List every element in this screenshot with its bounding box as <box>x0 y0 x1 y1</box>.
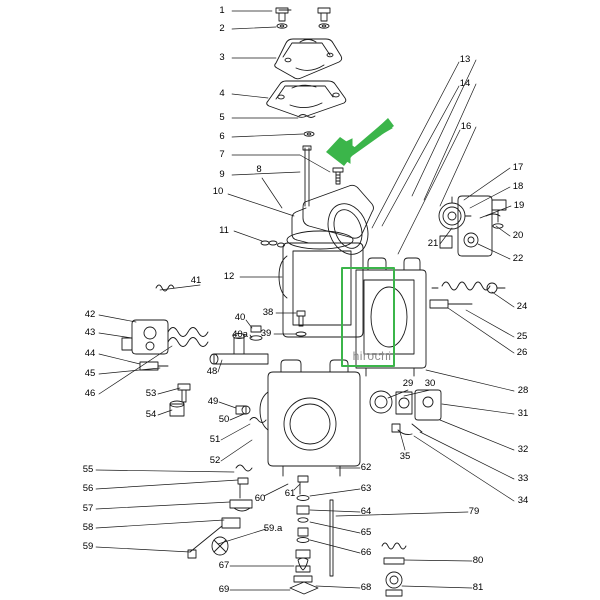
callout-14: 14 <box>459 78 471 89</box>
callout-42: 42 <box>84 309 96 320</box>
leader-lines-upper-right <box>372 62 460 254</box>
parts-38-40-jets <box>250 311 306 340</box>
callout-17: 17 <box>512 162 524 173</box>
callout-41: 41 <box>190 275 202 286</box>
part-2-washers <box>277 24 329 28</box>
callout-79: 79 <box>468 506 480 517</box>
callout-66: 66 <box>360 547 372 558</box>
parts-48-54-throttle-shaft <box>170 334 268 423</box>
leader-lines <box>96 11 514 590</box>
callout-33: 33 <box>517 473 529 484</box>
callout-59: 59 <box>82 541 94 552</box>
callout-26: 26 <box>516 347 528 358</box>
part-9-10-needle <box>303 146 311 206</box>
callout-67: 67 <box>218 560 230 571</box>
part-11-small-rings <box>261 241 285 247</box>
callout-69: 69 <box>218 584 230 595</box>
part-41-spring <box>156 285 174 291</box>
callout-40a: 40a <box>232 329 248 340</box>
part-4-diaphragm-plate <box>267 81 346 117</box>
callout-31: 31 <box>517 408 529 419</box>
callout-43: 43 <box>84 327 96 338</box>
callout-35: 35 <box>399 451 411 462</box>
callout-52: 52 <box>209 455 221 466</box>
callout-54: 54 <box>145 409 157 420</box>
callout-46: 46 <box>84 388 96 399</box>
callout-25: 25 <box>516 331 528 342</box>
highlight-arrow <box>326 118 394 166</box>
callout-45: 45 <box>84 368 96 379</box>
callout-39: 39 <box>260 328 272 339</box>
callout-51: 51 <box>209 434 221 445</box>
callout-13: 13 <box>459 54 471 65</box>
callout-3: 3 <box>219 52 225 63</box>
part-8-vacuum-piston <box>292 185 375 260</box>
callout-53: 53 <box>145 388 157 399</box>
callout-32: 32 <box>517 444 529 455</box>
callout-21: 21 <box>427 238 439 249</box>
callout-20: 20 <box>512 230 524 241</box>
callout-60: 60 <box>254 493 266 504</box>
callout-16: 16 <box>460 121 472 132</box>
watermark-text: hirochi <box>352 349 392 363</box>
callout-44: 44 <box>84 348 96 359</box>
callout-57: 57 <box>82 503 94 514</box>
callout-48: 48 <box>206 366 218 377</box>
callout-62: 62 <box>360 462 372 473</box>
callout-1: 1 <box>219 5 225 16</box>
callout-7: 7 <box>219 149 225 160</box>
callout-9: 9 <box>219 169 225 180</box>
parts-29-35-linkage <box>370 390 441 435</box>
callout-4: 4 <box>219 88 225 99</box>
callout-81: 81 <box>472 582 484 593</box>
part-7-screw <box>333 168 343 184</box>
callout-50: 50 <box>218 414 230 425</box>
callout-68: 68 <box>360 582 372 593</box>
callout-6: 6 <box>219 131 225 142</box>
callout-30: 30 <box>424 378 436 389</box>
callout-24: 24 <box>516 301 528 312</box>
callout-28: 28 <box>517 385 529 396</box>
callout-65: 65 <box>360 527 372 538</box>
parts-55-59-float-valve <box>188 465 252 558</box>
callout-61: 61 <box>284 488 296 499</box>
callout-59a: 59.a <box>263 523 283 534</box>
callout-40: 40 <box>234 312 246 323</box>
callout-38: 38 <box>262 307 274 318</box>
callout-56: 56 <box>82 483 94 494</box>
callout-12: 12 <box>223 271 235 282</box>
parts-24-26-spring-assembly <box>430 282 505 308</box>
callout-64: 64 <box>360 506 372 517</box>
callout-34: 34 <box>517 495 529 506</box>
callout-2: 2 <box>219 23 225 34</box>
callout-22: 22 <box>512 253 524 264</box>
part-3-top-cover <box>275 39 342 79</box>
callout-19: 19 <box>513 200 525 211</box>
callout-55: 55 <box>82 464 94 475</box>
callout-58: 58 <box>82 522 94 533</box>
parts-79-81-right-bottom <box>382 543 406 596</box>
callout-8: 8 <box>256 164 262 175</box>
part-12-carb-body-upper <box>279 231 363 337</box>
callout-49: 49 <box>207 396 219 407</box>
carb-body-lower <box>260 360 360 476</box>
callout-80: 80 <box>472 555 484 566</box>
callout-18: 18 <box>512 181 524 192</box>
callout-5: 5 <box>219 112 225 123</box>
callout-29: 29 <box>402 378 414 389</box>
callout-11: 11 <box>219 225 229 236</box>
part-1-screws <box>276 8 330 21</box>
callout-63: 63 <box>360 483 372 494</box>
callout-10: 10 <box>212 186 224 197</box>
part-6-washer <box>304 132 314 136</box>
